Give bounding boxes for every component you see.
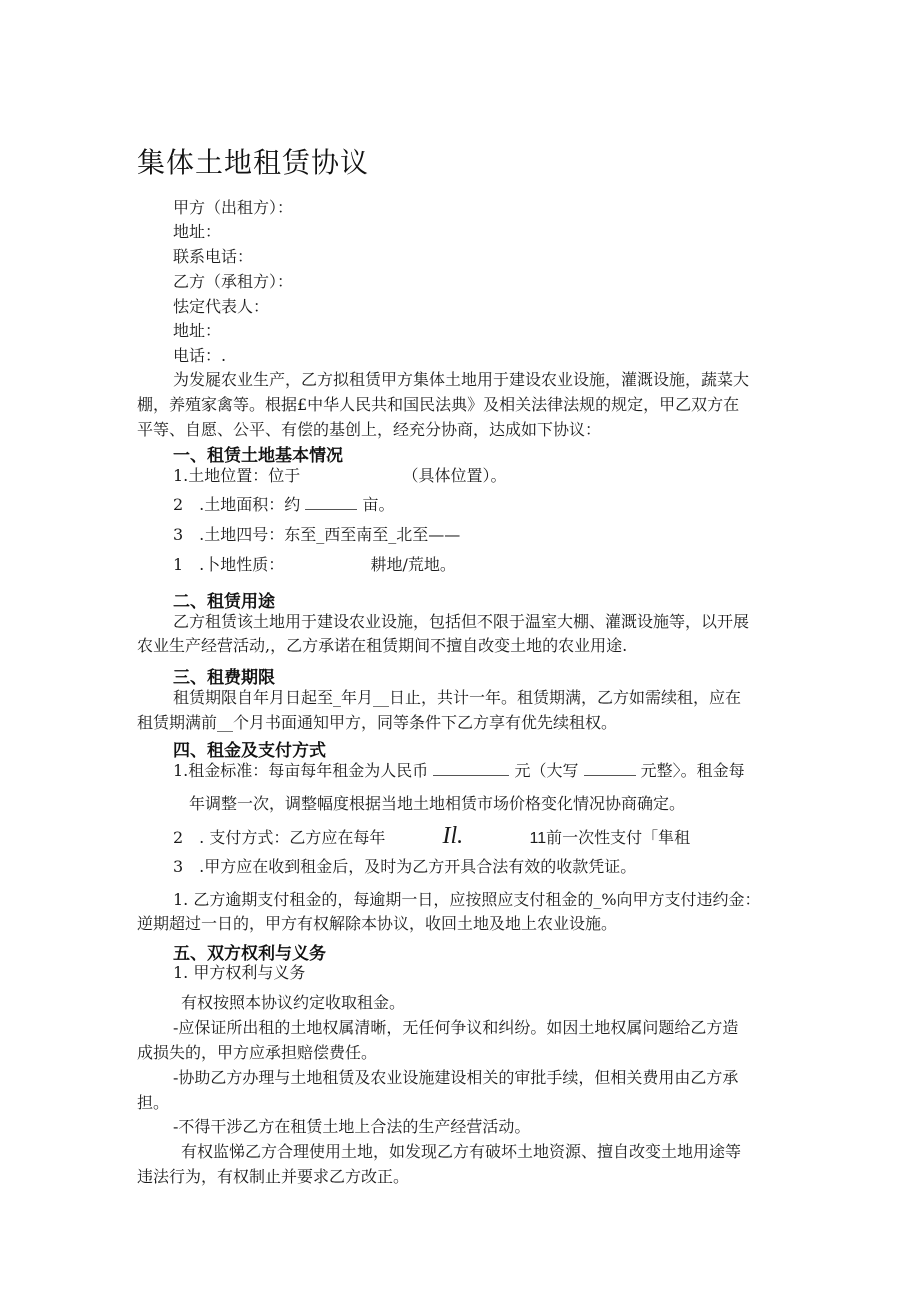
rent-standard-label: 1.租金标准：每亩每年租金为人民币	[173, 761, 429, 780]
section-5-heading: 五、双方权利与义务	[173, 944, 326, 964]
section-4-item-4-line-1: 1. 乙方逾期支付租金的，每逾期一日，应按照应支付租金的_%向甲方支付违约金：	[173, 890, 761, 909]
section-3-heading: 三、租费期限	[173, 668, 275, 688]
section-4-item-2	[173, 825, 690, 850]
section-5-subheading-1: 1. 甲方权利与义务	[173, 963, 306, 982]
rent-uppercase-blank	[584, 761, 636, 776]
section-4-item-1-continued: 年调整一次，调整幅度根据当地土地相赁市场价格变化情况协商确定。	[189, 794, 686, 813]
party-a-label: 甲方（出租方）：	[173, 198, 294, 217]
section-5-paragraph-2-line-2: 成损失的，甲方应承担赔偿费任。	[137, 1043, 378, 1062]
section-1-item-1	[173, 465, 506, 487]
payment-method-label: 2 . 支付方式：乙方应在每年	[173, 828, 386, 847]
document-title: 集体土地租赁协议	[137, 146, 370, 179]
section-5-paragraph-3-line-2: 担。	[137, 1093, 170, 1112]
section-4-item-1	[173, 760, 745, 782]
land-nature-value: 耕地/荒地。	[370, 555, 456, 574]
section-1-item-3: 3 .土地四号：东至_西至南至_北至——	[173, 525, 461, 544]
rent-uppercase-label: 元（大写	[514, 761, 579, 780]
section-1-item-2	[173, 494, 394, 516]
section-2-heading: 二、租赁用途	[173, 592, 275, 612]
section-1-item-4	[173, 554, 456, 576]
section-5-paragraph-5-line-2: 违法行为，有权制止并要求乙方改正。	[137, 1167, 410, 1186]
payment-month-mark: Il.	[442, 823, 464, 849]
preamble-line-2: 棚，养殖家禽等。根据£中华人民共和国民法典》及相关法律法规的规定，甲乙双方在	[137, 395, 740, 414]
party-b-phone-label: 电话：.	[173, 346, 227, 365]
party-b-address-label: 地址：	[173, 321, 222, 340]
land-area-label: 2 .土地面积：约	[173, 495, 301, 514]
land-area-unit: 亩。	[362, 495, 395, 514]
payment-method-suffix: 11前一次性支付「隼租	[529, 830, 691, 847]
section-5-paragraph-1: 有权按照本协议约定收取租金。	[181, 993, 406, 1012]
section-5-paragraph-2-line-1: -应保证所出租的土地权属清晰，无任何争议和纠纷。如因土地权属问题给乙方造	[173, 1018, 739, 1037]
preamble-line-3: 平等、自愿、公平、有偿的基创上，经充分协商，达成如下协议：	[137, 420, 602, 439]
party-b-label: 乙方（承租方）：	[173, 272, 294, 291]
party-a-address-label: 地址：	[173, 222, 222, 241]
section-2-line-1: 乙方租赁该土地用于建设农业设施，包括但不限于温室大棚、灌溉设施等，以开展	[173, 612, 750, 631]
section-5-paragraph-4: -不得干涉乙方在租赁土地上合法的生产经营活动。	[173, 1117, 531, 1136]
party-b-representative-label: 怯定代表人：	[173, 297, 270, 316]
section-3-line-2: 租赁期满前__个月书面通知甲方，同等条件下乙方享有优先续租权。	[137, 713, 618, 732]
section-4-heading: 四、租金及支付方式	[173, 741, 326, 761]
land-area-blank	[305, 495, 357, 510]
rent-standard-suffix: 元整〉。租金每	[640, 761, 745, 780]
rent-amount-blank	[433, 761, 509, 776]
land-location-label: 1.土地位置：位于	[173, 466, 301, 485]
land-nature-label: 1 .卜地性质：	[173, 555, 285, 574]
party-a-phone-label: 联系电话：	[173, 247, 254, 266]
preamble-line-1: 为发屣农业生产，乙方拟租赁甲方集体土地用于建设农业设施，灌溉设施，蔬菜大	[173, 370, 750, 389]
section-5-paragraph-5-line-1: 有权监悌乙方合理使用土地，如发现乙方有破坏土地资源、擅自改变土地用途等	[181, 1142, 742, 1161]
section-5-paragraph-3-line-1: -协助乙方办理与土地租赁及农业设施建设相关的审批手续，但相关费用由乙方承	[173, 1068, 739, 1087]
land-location-suffix: （具体位置）。	[402, 466, 507, 485]
section-4-item-3: 3 .甲方应在收到租金后，及时为乙方开具合法有效的收款凭证。	[173, 857, 637, 876]
section-1-heading: 一、租赁土地基本情况	[173, 446, 343, 466]
section-3-line-1: 租赁期限自年月日起至_年月__日止，共计一年。租赁期满，乙方如需续租，应在	[173, 688, 742, 707]
section-2-line-2: 农业生产经营活动,，乙方承诺在租赁期间不擅自改变土地的农业用途.	[137, 636, 628, 655]
section-4-item-4-line-2: 逆期超过一日的，甲方有权解除本协议，收回土地及地上农业设施。	[137, 914, 618, 933]
